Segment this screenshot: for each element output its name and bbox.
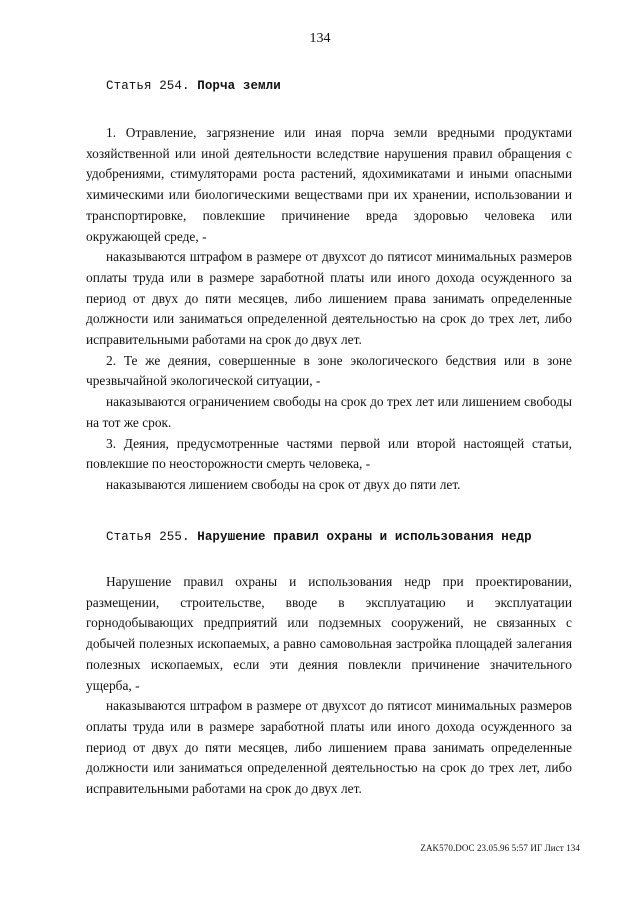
article-255-body bbox=[86, 572, 572, 800]
page-number: 134 bbox=[309, 31, 331, 46]
article-255-heading bbox=[106, 530, 532, 544]
article-255-label: Статья 255. bbox=[106, 530, 190, 544]
article-254-part-3-sanction: наказываются лишением свободы на срок от двух до пяти лет. bbox=[106, 476, 461, 492]
article-254-name: Порча земли bbox=[197, 79, 281, 93]
article-255-name: Нарушение правил охраны и использования недр bbox=[197, 530, 532, 544]
article-254-part-2: 2. Те же деяния, совершенные в зоне экологического бедствия или в зоне чрезвычайной экологической ситуации, - bbox=[86, 352, 572, 389]
article-254-label: Статья 254. bbox=[106, 79, 190, 93]
article-254-part-3: 3. Деяния, предусмотренные частями первой или второй настоящей статьи, повлекшие по неосторожности смерть человека, - bbox=[86, 435, 572, 472]
article-254-part-2-sanction: наказываются ограничением свободы на срок до трех лет или лишением свободы на тот же срок. bbox=[86, 394, 572, 430]
article-254-part-1-sanction: наказываются штрафом в размере от двухсот до пятисот минимальных размеров оплаты труда или в размере заработной платы или иного дохода осужденного за период от двух до пяти месяцев, либо лишением права занимать определенные должности или заниматься определенной деятельностью на срок до трех лет, либо исправительными работами на срок до двух лет. bbox=[86, 249, 572, 348]
article-254-body bbox=[86, 123, 572, 496]
document-footer: ZAK570.DOC 23.05.96 5:57 ИГ Лист 134 bbox=[420, 843, 580, 853]
article-255-disposition: Нарушение правил охраны и использования недр при проектировании, размещении, строительстве, вводе в эксплуатацию и эксплуатации горнодобывающих предприятий или подземных сооружений, не связанных с добычей полезных ископаемых, а равно самовольная застройка площадей залегания полезных ископаемых, если эти деяния повлекли причинение значительного ущерба, - bbox=[86, 574, 572, 693]
article-254-part-1: 1. Отравление, загрязнение или иная порча земли вредными продуктами хозяйственной или иной деятельности вследствие нарушения правил обращения с удобрениями, стимуляторами роста растений, ядохимикатами и иными опасными химическими или биологическими веществами при их хранении, использовании и транспортировке, повлекшие причинение вреда здоровью человека или окружающей среде, - bbox=[86, 125, 572, 244]
article-254-heading bbox=[106, 79, 281, 93]
article-255-sanction: наказываются штрафом в размере от двухсот до пятисот минимальных размеров оплаты труда или в размере заработной платы или иного дохода осужденного за период от двух до пяти месяцев, либо лишением права занимать определенные должности или заниматься определенной деятельностью на срок до трех лет, либо исправительными работами на срок до двух лет. bbox=[86, 698, 572, 797]
